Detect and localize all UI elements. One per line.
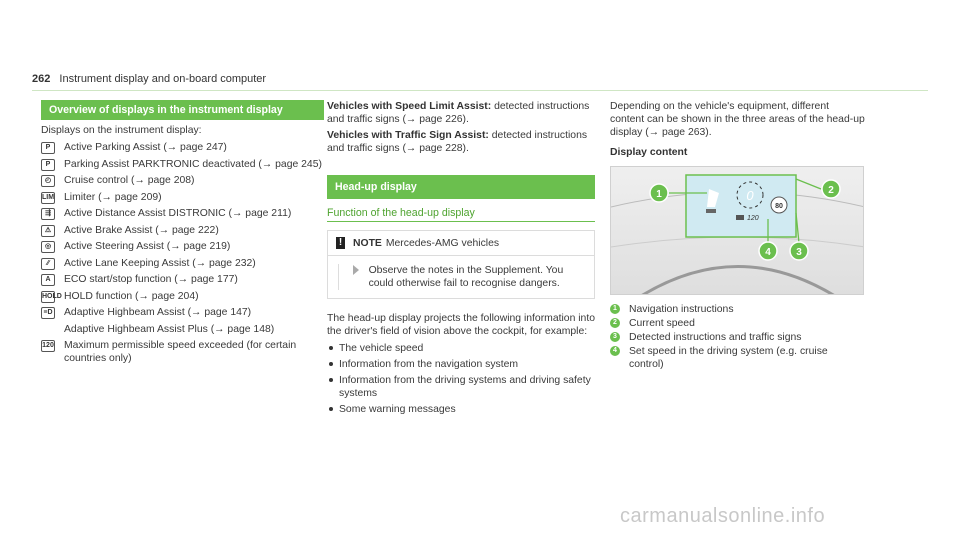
display-symbol-label: Active Distance Assist DISTRONIC (→ page 211) — [64, 208, 292, 219]
hud-bullet-list — [327, 342, 595, 416]
display-symbol-label: ECO start/stop function (→ page 177) — [64, 274, 238, 285]
display-symbol-icon — [41, 324, 55, 336]
note-box — [327, 230, 595, 299]
display-symbol-icon: ⁄∕ — [41, 258, 55, 270]
display-symbol-item — [41, 225, 324, 238]
display-symbol-icon: ⚠ — [41, 225, 55, 237]
overview-intro: Displays on the instrument display: — [41, 125, 202, 136]
display-symbol-icon: A — [41, 274, 55, 286]
legend-list — [610, 303, 865, 371]
sign-assist-text: detected instructions and traffic signs (→ page 228). — [327, 130, 588, 154]
overview-column — [41, 100, 324, 369]
note-body — [328, 256, 594, 298]
note-bar — [338, 264, 339, 290]
legend-item — [610, 331, 865, 344]
display-symbol-item — [41, 192, 324, 205]
sign-assist-paragraph — [327, 129, 595, 155]
sign-assist-label: Vehicles with Traffic Sign Assist: — [327, 130, 489, 141]
header-title: Instrument display and on-board computer — [59, 73, 267, 85]
page-header — [32, 73, 266, 85]
display-symbol-label: Limiter (→ page 209) — [64, 191, 162, 203]
legend-item — [610, 303, 865, 316]
hud-subheading: Function of the head-up display — [327, 207, 595, 222]
callout-number-3: 3 — [796, 247, 802, 258]
header-rule — [32, 90, 928, 91]
display-symbol-label: Maximum permissible speed exceeded (for certain countries only) — [64, 340, 297, 364]
note-subtitle: Mercedes-AMG vehicles — [385, 237, 500, 249]
list-item: Information from the navigation system — [327, 358, 595, 371]
display-symbol-item — [41, 274, 324, 287]
page-number: 262 — [32, 73, 51, 85]
display-symbol-item — [41, 241, 324, 254]
hud-illustration-svg — [611, 167, 864, 295]
content-intro: Depending on the vehicle's equipment, different content can be shown in the three areas of the head-up display (→ page 263). — [610, 101, 865, 138]
hud-sign-value: 80 — [775, 203, 783, 210]
hud-heading: Head-up display — [327, 175, 595, 199]
display-symbol-item — [41, 159, 324, 172]
legend-text: Set speed in the driving system (e.g. cruise control) — [629, 346, 828, 370]
display-symbol-label: Adaptive Highbeam Assist Plus (→ page 148) — [64, 323, 275, 335]
callout-number-4: 4 — [765, 247, 771, 258]
display-symbol-icon: ◎ — [41, 241, 55, 253]
legend-number: 4 — [610, 346, 620, 356]
list-item: Some warning messages — [327, 403, 595, 416]
display-symbol-icon: LIM — [41, 192, 55, 204]
display-symbol-item — [41, 324, 324, 337]
legend-text: Navigation instructions — [629, 304, 734, 315]
legend-number: 2 — [610, 318, 620, 328]
display-symbol-icon: ⇶ — [41, 208, 55, 220]
hud-speed-value: 0 — [746, 188, 754, 203]
display-symbol-item — [41, 307, 324, 320]
legend-text: Detected instructions and traffic signs — [629, 332, 802, 343]
hud-paragraph: The head-up display projects the following information into the driver's field of vision above the cockpit, for example: — [327, 313, 596, 337]
content-heading: Display content — [610, 147, 688, 158]
display-symbol-item — [41, 208, 324, 221]
display-symbol-label: Active Steering Assist (→ page 219) — [64, 241, 231, 252]
display-symbol-item — [41, 175, 324, 188]
set-speed-icon — [736, 215, 744, 220]
overview-heading: Overview of displays in the instrument display — [41, 100, 324, 120]
display-symbol-item — [41, 142, 324, 155]
note-text: Observe the notes in the Supplement. You could otherwise fail to recognise dangers. — [368, 265, 564, 289]
display-symbol-icon: P — [41, 159, 55, 171]
display-symbol-item — [41, 291, 324, 304]
display-symbol-list — [41, 142, 324, 365]
arrow-right-icon — [353, 265, 359, 275]
watermark: carmanualsonline.info — [620, 505, 826, 527]
display-symbol-icon: 120 — [41, 340, 55, 352]
legend-item — [610, 345, 865, 371]
display-symbol-icon: P — [41, 142, 55, 154]
display-symbol-label: Active Lane Keeping Assist (→ page 232) — [64, 257, 256, 269]
note-header — [328, 231, 594, 256]
display-symbol-label: Adaptive Highbeam Assist (→ page 147) — [64, 307, 252, 318]
speed-limit-paragraph — [327, 100, 595, 126]
display-symbol-label: Active Brake Assist (→ page 222) — [64, 224, 219, 236]
nav-distance-bar — [706, 209, 716, 213]
speed-limit-label: Vehicles with Speed Limit Assist: — [327, 101, 492, 112]
callout-number-2: 2 — [828, 185, 834, 196]
hud-set-value: 120 — [747, 215, 759, 222]
display-symbol-label: Cruise control (→ page 208) — [64, 175, 195, 186]
legend-item — [610, 317, 865, 330]
display-symbol-icon: ≡D — [41, 307, 55, 319]
display-symbol-icon: HOLD — [41, 291, 55, 303]
hud-illustration — [610, 166, 864, 295]
list-item: The vehicle speed — [327, 342, 595, 355]
display-symbol-label: HOLD function (→ page 204) — [64, 290, 199, 302]
callout-number-1: 1 — [656, 189, 662, 200]
display-symbol-icon: ◴ — [41, 175, 55, 187]
display-symbol-label: Parking Assist PARKTRONIC deactivated (→ page 245) — [64, 158, 322, 170]
hud-column — [327, 100, 595, 419]
display-symbol-item — [41, 340, 324, 365]
display-symbol-item — [41, 258, 324, 271]
display-symbol-label: Active Parking Assist (→ page 247) — [64, 142, 227, 153]
legend-text: Current speed — [629, 318, 695, 329]
list-item: Information from the driving systems and driving safety systems — [327, 374, 595, 400]
legend-number: 3 — [610, 332, 620, 342]
note-title: NOTE — [353, 237, 382, 249]
legend-number: 1 — [610, 304, 620, 314]
display-content-column — [610, 100, 865, 372]
warning-mark-icon: ! — [336, 237, 345, 249]
speed-limit-text: detected instructions and traffic signs (→ page 226). — [327, 101, 590, 125]
